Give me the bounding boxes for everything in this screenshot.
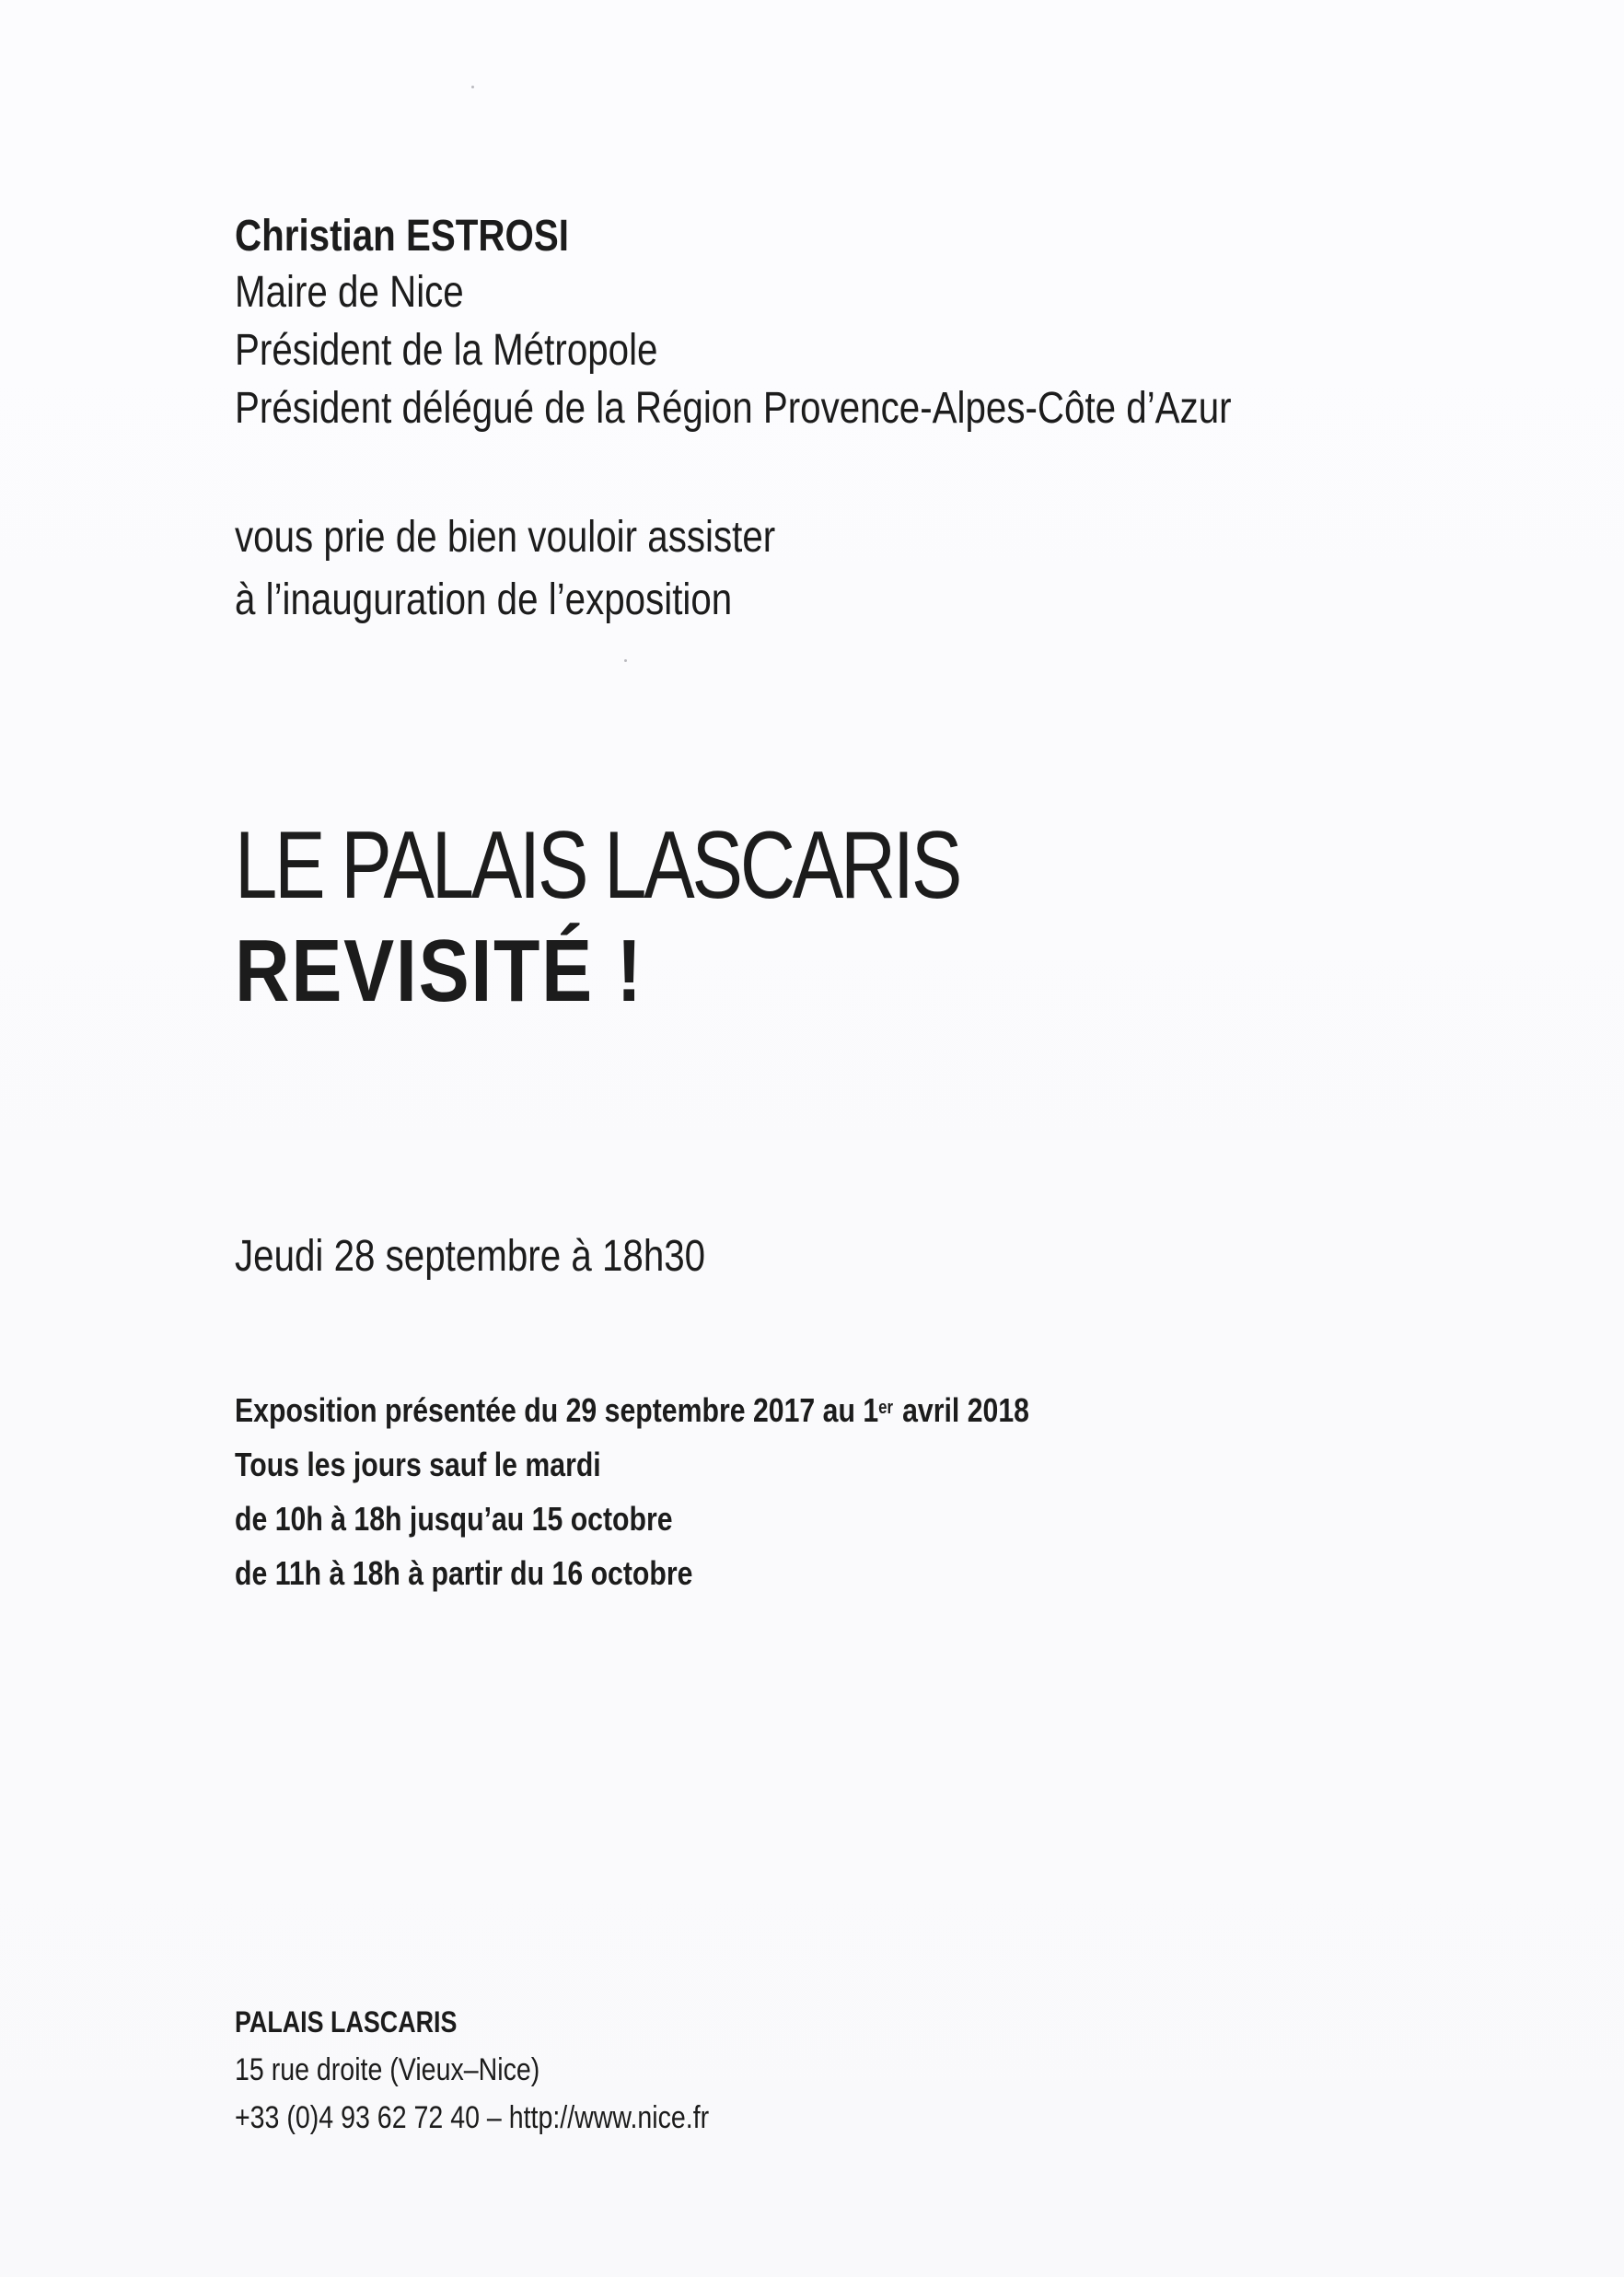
exhibition-dates-prefix: Exposition présentée du 29 septembre 2017 au 1 (235, 1391, 879, 1429)
exhibition-dates-suffix: avril 2018 (902, 1391, 1030, 1429)
invitation-text (235, 506, 878, 632)
event-date-block (235, 1229, 795, 1284)
exhibition-dates (235, 1383, 1029, 1437)
event-date: Jeudi 28 septembre à 18h30 (235, 1232, 706, 1281)
exhibition-title-line-2: REVISITÉ ! (235, 922, 644, 1020)
sender-block (235, 210, 1421, 437)
hours-from-oct-16: de 11h à 18h à partir du 16 octobre (235, 1554, 693, 1592)
sender-title-mayor: Maire de Nice (235, 268, 464, 317)
exhibition-title (235, 810, 1141, 1022)
venue-contact: +33 (0)4 93 62 72 40 – http://www.nice.fr (235, 2100, 710, 2135)
sender-title-region: Président délégué de la Région Provence-Alpes-Côte d’Azur (235, 384, 1232, 433)
venue-address: 15 rue droite (Vieux–Nice) (235, 2052, 540, 2087)
paper-speck (624, 659, 627, 662)
invitation-line-2: à l’inauguration de l’exposition (235, 575, 733, 624)
exhibition-dates-superscript: er (878, 1398, 894, 1418)
schedule-block (235, 1383, 1180, 1600)
hours-until-oct-15: de 10h à 18h jusqu’au 15 octobre (235, 1500, 673, 1538)
sender-name: Christian ESTROSI (235, 212, 569, 261)
sender-title-metropole: Président de la Métropole (235, 326, 658, 375)
opening-days: Tous les jours sauf le mardi (235, 1446, 601, 1483)
invitation-line-1: vous prie de bien vouloir assister (235, 513, 776, 562)
paper-speck (471, 86, 474, 88)
venue-block (235, 1998, 799, 2142)
exhibition-title-line-1: LE PALAIS LASCARIS (235, 812, 960, 919)
venue-name: PALAIS LASCARIS (235, 2005, 458, 2039)
